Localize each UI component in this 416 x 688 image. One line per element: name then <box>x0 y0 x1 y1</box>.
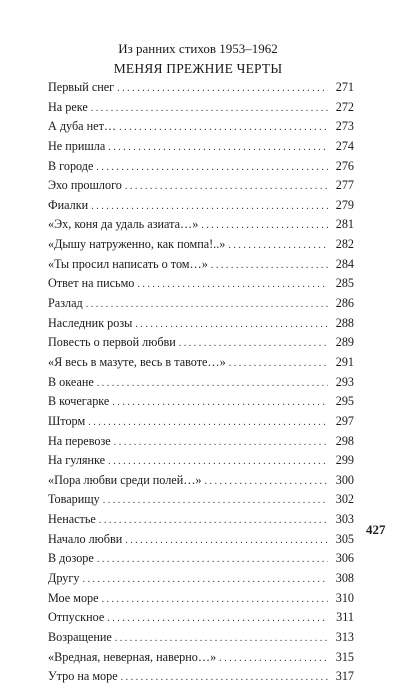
toc-entry <box>48 667 354 687</box>
toc-entry-title: Начало любви <box>48 531 123 546</box>
toc-entry-title: В дозоре <box>48 551 94 566</box>
toc-entry-page: 281 <box>335 217 354 232</box>
toc-dot-leader <box>97 550 328 570</box>
toc-dot-leader <box>103 491 328 511</box>
toc-entry-page: 276 <box>335 158 354 173</box>
toc-dot-leader <box>114 433 328 453</box>
toc-dot-leader <box>115 629 328 649</box>
toc-entry-page: 305 <box>335 531 354 546</box>
toc-entry <box>48 78 354 98</box>
toc-entry <box>48 157 354 177</box>
toc-entry-title: Возращение <box>48 629 112 644</box>
toc-entry-page: 311 <box>336 610 354 625</box>
toc-dot-leader <box>96 158 328 178</box>
toc-dot-leader <box>88 413 328 433</box>
toc-entry-page: 300 <box>335 472 354 487</box>
toc-dot-leader <box>228 236 328 256</box>
toc-entry <box>48 274 354 294</box>
toc-dot-leader <box>211 256 328 276</box>
toc-entry-title: На гулянке <box>48 453 106 468</box>
toc-entry-title: Другу <box>48 571 80 586</box>
toc-entry-title: «Вредная, неверная, наверно…» <box>48 649 217 664</box>
toc-dot-leader <box>121 668 328 688</box>
toc-dot-leader <box>119 118 328 138</box>
toc-entry-title: На реке <box>48 99 88 114</box>
toc-entry-title: Товарищу <box>48 492 100 507</box>
toc-entry-title: Наследник розы <box>48 315 133 330</box>
toc-dot-leader <box>179 334 328 354</box>
toc-entry <box>48 589 354 609</box>
toc-entry <box>48 196 354 216</box>
toc-entry-title: В океане <box>48 374 94 389</box>
toc-entry-title: А дуба нет… <box>48 119 117 134</box>
toc-entry-page: 306 <box>335 551 354 566</box>
toc-entry <box>48 412 354 432</box>
toc-dot-leader <box>102 590 328 610</box>
toc-entry-title: Разлад <box>48 296 83 311</box>
toc-dot-leader <box>201 216 328 236</box>
section-title: МЕНЯЯ ПРЕЖНИЕ ЧЕРТЫ <box>113 61 283 76</box>
toc-entry <box>48 255 354 275</box>
page-number: 427 <box>366 522 386 537</box>
toc-entry-page: 273 <box>335 119 354 134</box>
toc-entry <box>48 314 354 334</box>
toc-entry-title: Повесть о первой любви <box>48 335 176 350</box>
toc-entry-title: «Ты просил написать о том…» <box>48 256 208 271</box>
toc-entry <box>48 648 354 668</box>
toc-dot-leader <box>137 275 328 295</box>
toc-entry-page: 317 <box>335 669 354 684</box>
toc-dot-leader <box>86 295 328 315</box>
toc-entry <box>48 373 354 393</box>
toc-entry-page: 282 <box>335 237 354 252</box>
toc-entry-title: Не пришла <box>48 138 106 153</box>
toc-entry <box>48 117 354 137</box>
toc-entry-title: Мое море <box>48 590 99 605</box>
toc-entry-title: Эхо прошлого <box>48 178 122 193</box>
toc-dot-leader <box>108 138 328 158</box>
toc-dot-leader <box>112 393 328 413</box>
toc-entry-page: 288 <box>335 315 354 330</box>
toc-entry-page: 297 <box>335 413 354 428</box>
toc-entry-title: Шторм <box>48 413 86 428</box>
toc-entry-page: 295 <box>335 394 354 409</box>
toc-dot-leader <box>125 531 328 551</box>
toc-entry-page: 271 <box>335 80 354 94</box>
toc-entry-page: 285 <box>335 276 354 291</box>
toc-entry-title: «Дышу натруженно, как помпа!..» <box>48 237 226 252</box>
toc-entry <box>48 137 354 157</box>
toc-dot-leader <box>205 472 328 492</box>
toc-dot-leader <box>117 79 328 99</box>
toc-entry <box>48 510 354 530</box>
toc-dot-leader <box>219 649 328 669</box>
toc-entry-page: 289 <box>335 335 354 350</box>
toc-entry-page: 284 <box>335 256 354 271</box>
toc-entry-title: «Эх, коня да удаль азиата…» <box>48 217 199 232</box>
toc-entry <box>48 98 354 118</box>
toc-entry <box>48 235 354 255</box>
toc-entry-page: 286 <box>335 296 354 311</box>
toc-entry <box>48 569 354 589</box>
toc-entry <box>48 333 354 353</box>
toc-dot-leader <box>97 374 328 394</box>
toc-entry-page: 315 <box>335 649 354 664</box>
toc-entry-page: 302 <box>335 492 354 507</box>
section-header <box>40 40 356 77</box>
toc-entry-title: Утро на море <box>48 669 118 684</box>
toc-entry-page: 299 <box>335 453 354 468</box>
toc-entry-title: Ответ на письмо <box>48 276 135 291</box>
toc-entry-title: Отпускное <box>48 610 105 625</box>
section-subtitle: Из ранних стихов 1953–1962 <box>118 41 278 56</box>
toc-dot-leader <box>108 452 328 472</box>
toc-entry-page: 272 <box>335 99 354 114</box>
toc-entry-title: В кочегарке <box>48 394 110 409</box>
toc-dot-leader <box>135 315 328 335</box>
toc-entry <box>48 628 354 648</box>
toc-entry-page: 291 <box>335 354 354 369</box>
toc-entry-title: Фиалки <box>48 197 89 212</box>
toc-entry-page: 313 <box>335 629 354 644</box>
toc-entry <box>48 471 354 491</box>
toc-dot-leader <box>99 511 328 531</box>
toc-entry-page: 274 <box>335 138 354 153</box>
toc-entry-page: 277 <box>335 178 354 193</box>
toc-entry <box>48 490 354 510</box>
toc-dot-leader <box>91 197 328 217</box>
toc-entry-page: 310 <box>335 590 354 605</box>
toc-entry-page: 279 <box>335 197 354 212</box>
toc-entry <box>48 530 354 550</box>
toc-entry-page: 308 <box>335 571 354 586</box>
toc-entry-title: В городе <box>48 158 94 173</box>
toc-entry-page: 303 <box>335 512 354 527</box>
toc-entry-title: Первый снег <box>48 80 115 94</box>
toc-dot-leader <box>107 609 328 629</box>
toc-entry <box>48 353 354 373</box>
toc-entry-title: «Пора любви среди полей…» <box>48 472 202 487</box>
toc-dot-leader <box>125 177 328 197</box>
toc-entry <box>48 176 354 196</box>
toc-entry-page: 293 <box>335 374 354 389</box>
toc-dot-leader <box>91 99 328 119</box>
toc-entry-page: 298 <box>335 433 354 448</box>
toc-entry <box>48 294 354 314</box>
toc-entry <box>48 451 354 471</box>
toc-dot-leader <box>82 570 328 590</box>
toc-entry-title: «Я весь в мазуте, весь в тавоте…» <box>48 354 226 369</box>
toc-entry-title: Ненастье <box>48 512 96 527</box>
toc-entry <box>48 549 354 569</box>
toc-entry <box>48 392 354 412</box>
toc-entry-title: На перевозе <box>48 433 111 448</box>
toc-entry <box>48 432 354 452</box>
toc-entry <box>48 215 354 235</box>
toc-dot-leader <box>229 354 328 374</box>
toc-entry <box>48 608 354 628</box>
